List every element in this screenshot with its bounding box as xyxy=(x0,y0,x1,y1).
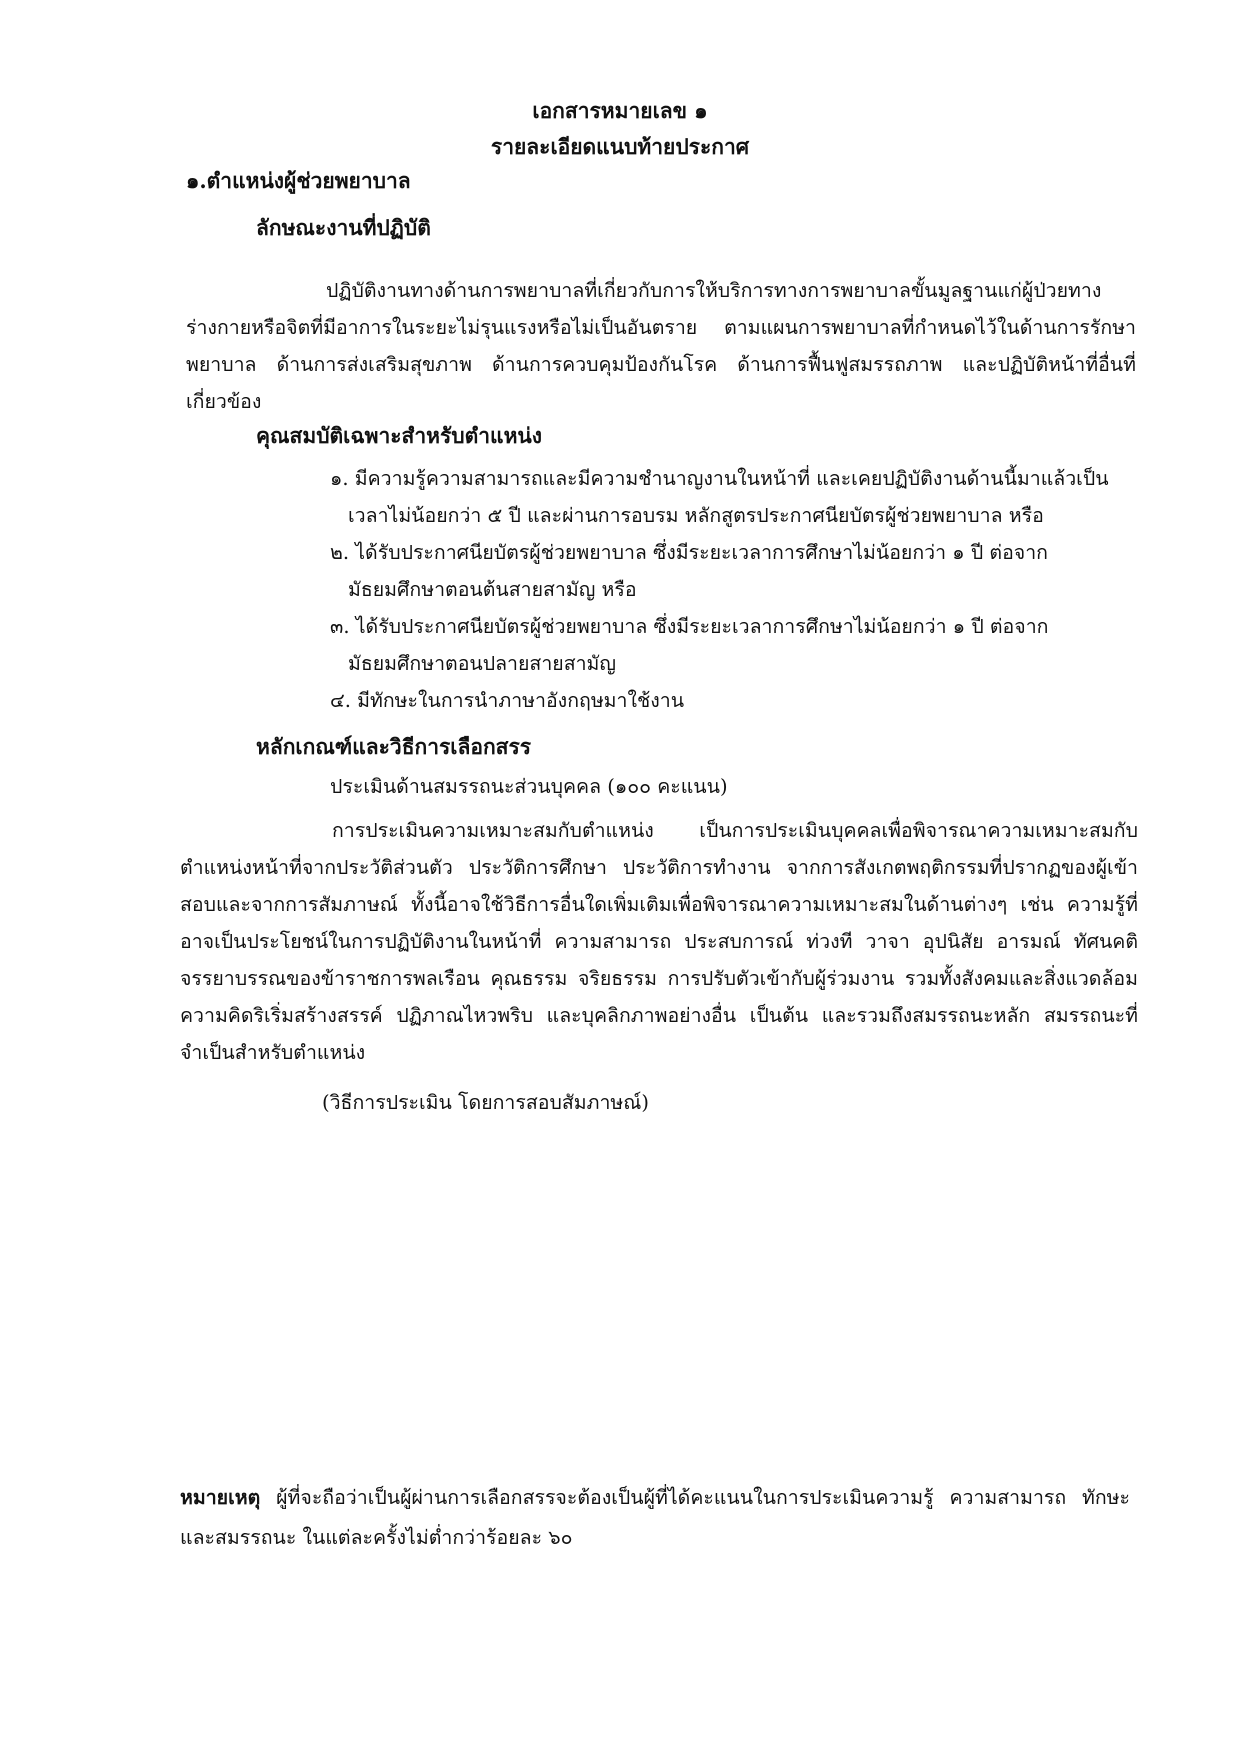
note-text: ผู้ที่จะถือว่าเป็นผู้ผ่านการเลือกสรรจะต้องเป็นผู้ที่ได้คะแนนในการประเมินความรู้ ความสามารถ ทักษะ และสมรรถนะ ในแต่ละครั้งไม่ต่ำกว่าร้อยละ ๖๐ xyxy=(180,1486,1130,1549)
selection-method-line: (วิธีการประเมิน โดยการสอบสัมภาษณ์) xyxy=(322,1091,649,1114)
job-nature-heading: ลักษณะงานที่ปฏิบัติ xyxy=(256,215,431,240)
selection-heading: หลักเกณฑ์และวิธีการเลือกสรร xyxy=(256,734,532,759)
document-subtitle: รายละเอียดแนบท้ายประกาศ xyxy=(490,134,750,159)
position-heading: ๑.ตำแหน่งผู้ช่วยพยาบาล xyxy=(186,168,411,193)
qualification-item-1: ๑. มีความรู้ความสามารถและมีความชำนาญงานในหน้าที่ และเคยปฏิบัติงานด้านนี้มาแล้วเป็นเวลาไม่น้อยกว่า ๕ ปี และผ่านการอบรม หลักสูตรประกาศนียบัตรผู้ช่วยพยาบาล หรือ xyxy=(330,467,1109,527)
document-title: เอกสารหมายเลข ๑ xyxy=(532,98,708,123)
job-nature-text: ปฏิบัติงานทางด้านการพยาบาลที่เกี่ยวกับการให้บริการทางการพยาบาลขั้นมูลฐานแก่ผู้ป่วยทางร่างกายหรือจิตที่มีอาการในระยะไม่รุนแรงหรือไม่เป็นอันตราย ตามแผนการพยาบาลที่กำหนดไว้ในด้านการรักษาพยาบาล ด้านการส่งเสริมสุขภาพ ด้านการควบคุมป้องกันโรค ด้านการฟื้นฟูสมรรถภาพ และปฏิบัติหน้าที่อื่นที่เกี่ยวข้อง xyxy=(186,279,1136,413)
qualification-item-2: ๒. ได้รับประกาศนียบัตรผู้ช่วยพยาบาล ซึ่งมีระยะเวลาการศึกษาไม่น้อยกว่า ๑ ปี ต่อจากมัธยมศึกษาตอนต้นสายสามัญ หรือ xyxy=(330,541,1048,601)
qualifications-list xyxy=(330,460,1120,719)
selection-score-line: ประเมินด้านสมรรถนะส่วนบุคคล (๑๐๐ คะแนน) xyxy=(330,775,728,798)
note-label: หมายเหตุ xyxy=(180,1486,261,1509)
qualification-item-4: ๔. มีทักษะในการนำภาษาอังกฤษมาใช้งาน xyxy=(330,689,685,712)
qualifications-heading: คุณสมบัติเฉพาะสำหรับตำแหน่ง xyxy=(256,423,543,448)
note-paragraph xyxy=(180,1478,1130,1558)
selection-text: การประเมินความเหมาะสมกับตำแหน่ง เป็นการประเมินบุคคลเพื่อพิจารณาความเหมาะสมกับตำแหน่งหน้าที่จากประวัติส่วนตัว ประวัติการศึกษา ประวัติการทำงาน จากการสังเกตพฤติกรรมที่ปรากฏของผู้เข้าสอบและจากการสัมภาษณ์ ทั้งนี้อาจใช้วิธีการอื่นใดเพิ่มเติมเพื่อพิจารณาความเหมาะสมในด้านต่างๆ เช่น ความรู้ที่อาจเป็นประโยชน์ในการปฏิบัติงานในหน้าที่ ความสามารถ ประสบการณ์ ท่วงที วาจา อุปนิสัย อารมณ์ ทัศนคติ จรรยาบรรณของข้าราชการพลเรือน คุณธรรม จริยธรรม การปรับตัวเข้ากับผู้ร่วมงาน รวมทั้งสังคมและสิ่งแวดล้อม ความคิดริเริ่มสร้างสรรค์ ปฏิภาณไหวพริบ และบุคลิกภาพอย่างอื่น เป็นต้น และรวมถึงสมรรถนะหลัก สมรรถนะที่จำเป็นสำหรับตำแหน่ง xyxy=(180,819,1138,1064)
qualification-item-3: ๓. ได้รับประกาศนียบัตรผู้ช่วยพยาบาล ซึ่งมีระยะเวลาการศึกษาไม่น้อยกว่า ๑ ปี ต่อจากมัธยมศึกษาตอนปลายสายสามัญ xyxy=(330,615,1049,675)
